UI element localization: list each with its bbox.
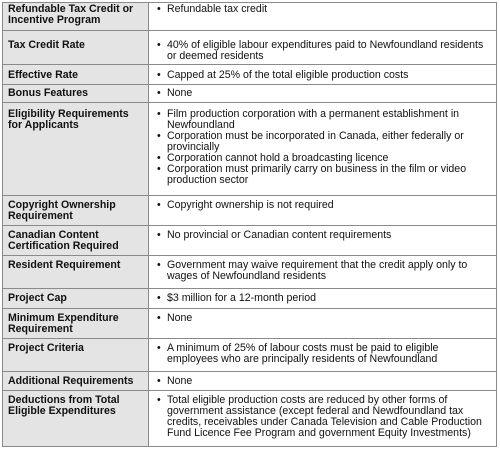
- list-item: • None: [167, 376, 492, 387]
- row-value: [149, 391, 497, 447]
- row-value: [149, 3, 497, 31]
- list-item: • Government may waive requirement that the credit apply only to wages of Newfoundland residents: [167, 260, 492, 282]
- tax-credit-table: [2, 2, 497, 447]
- table-row: [3, 31, 497, 65]
- row-label: Canadian Content Certification Required: [3, 226, 149, 256]
- row-label: Deductions from Total Eligible Expenditures: [3, 391, 149, 447]
- row-value: [149, 31, 497, 65]
- list-item: • A minimum of 25% of labour costs must be paid to eligible employees who are principally residents of Newfoundland: [167, 343, 492, 365]
- row-label: Copyright Ownership Requirement: [3, 196, 149, 226]
- row-value: [149, 226, 497, 256]
- list-item: • Corporation must be incorporated in Canada, either federally or provincially: [167, 131, 492, 153]
- list-item: • No provincial or Canadian content requirements: [167, 230, 492, 241]
- table-row: [3, 339, 497, 372]
- table-row: [3, 3, 497, 31]
- row-value: [149, 256, 497, 289]
- table-row: [3, 85, 497, 103]
- row-label: Bonus Features: [3, 85, 149, 103]
- row-value: [149, 289, 497, 309]
- list-item: • Copyright ownership is not required: [167, 200, 492, 211]
- list-item: • Capped at 25% of the total eligible production costs: [167, 70, 492, 81]
- table-row: [3, 391, 497, 447]
- list-item: • None: [167, 313, 492, 324]
- table-row: [3, 289, 497, 309]
- list-item: • Film production corporation with a permanent establishment in Newfoundland: [167, 109, 492, 131]
- row-label: Project Cap: [3, 289, 149, 309]
- table-row: [3, 226, 497, 256]
- table-row: [3, 65, 497, 85]
- table-row: [3, 309, 497, 339]
- row-value: [149, 196, 497, 226]
- row-label: Effective Rate: [3, 65, 149, 85]
- row-label: Minimum Expenditure Requirement: [3, 309, 149, 339]
- row-value: [149, 339, 497, 372]
- row-label: Resident Requirement: [3, 256, 149, 289]
- row-label: Eligibility Requirements for Applicants: [3, 103, 149, 196]
- table-row: [3, 256, 497, 289]
- row-label: Tax Credit Rate: [3, 31, 149, 65]
- list-item: • Corporation cannot hold a broadcasting licence: [167, 153, 492, 164]
- row-label: Refundable Tax Credit or Incentive Program: [3, 3, 149, 31]
- table-row: [3, 372, 497, 391]
- list-item: • Total eligible production costs are reduced by other forms of government assistance (except federal and Newdfoundland tax credits, receivables under Canada Television and Cable Production Fund Licence Fee Program and government Equity Investments): [167, 395, 492, 439]
- list-item: • Corporation must primarily carry on business in the film or video production sector: [167, 164, 492, 186]
- table-row: [3, 196, 497, 226]
- table-row: [3, 103, 497, 196]
- row-value: [149, 372, 497, 391]
- row-label: Additional Requirements: [3, 372, 149, 391]
- row-value: [149, 309, 497, 339]
- list-item: • 40% of eligible labour expenditures paid to Newfoundland residents or deemed residents: [167, 40, 492, 62]
- row-value: [149, 65, 497, 85]
- row-value: [149, 85, 497, 103]
- list-item: • Refundable tax credit: [167, 4, 492, 15]
- row-label: Project Criteria: [3, 339, 149, 372]
- list-item: • None: [167, 88, 492, 99]
- list-item: • $3 million for a 12-month period: [167, 293, 492, 304]
- tax-credit-table-container: [2, 2, 497, 447]
- row-value: [149, 103, 497, 196]
